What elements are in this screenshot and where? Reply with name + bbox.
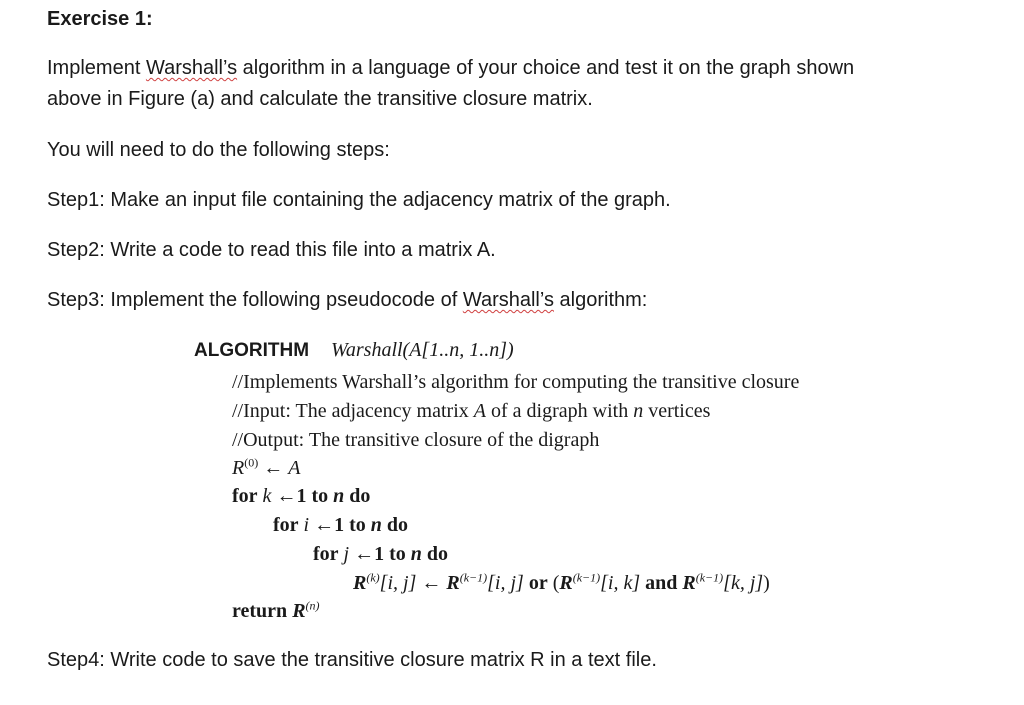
update-idx-ik: [i, k] (600, 572, 641, 594)
exercise-title: Exercise 1: (47, 8, 153, 30)
for-k-do: do (349, 485, 371, 507)
init-r: R (232, 457, 245, 479)
for-j-n: n (410, 543, 422, 565)
update-r-km1-a: R (446, 572, 460, 594)
for-i-arrow: ← (314, 514, 335, 536)
for-j-arrow: ← (354, 543, 375, 565)
return-kw: return (232, 600, 288, 622)
update-r-km1-b: R (559, 572, 573, 594)
update-sup-km1-c: (k−1) (695, 570, 724, 585)
comment-input-mid: of a digraph with (486, 400, 634, 422)
comment-input-post: vertices (643, 400, 711, 422)
update-sup-km1-b: (k−1) (572, 570, 601, 585)
comment-input (232, 400, 710, 423)
update-sup-km1-a: (k−1) (459, 570, 488, 585)
algorithm-keyword: ALGORITHM (194, 340, 310, 361)
spellcheck-word-warshall: Warshall’s (145, 57, 238, 79)
return-line (232, 600, 320, 623)
for-i-n: n (370, 514, 382, 536)
for-j-kw: for (313, 543, 339, 565)
for-k-range: 1 to (296, 485, 329, 507)
for-i-var: i (303, 514, 310, 536)
update-idx-ij-2: [i, j] (487, 572, 524, 594)
update-arrow: ← (421, 572, 442, 594)
step-1: Step1: Make an input file containing the adjacency matrix of the graph. (47, 189, 671, 211)
return-sup-n: (n) (305, 598, 320, 613)
for-j-range: 1 to (374, 543, 406, 565)
step-4: Step4: Write code to save the transitive closure matrix R in a text file. (47, 649, 657, 671)
update-lparen: ( (552, 572, 560, 594)
init-arrow: ← (263, 457, 284, 479)
for-i-kw: for (273, 514, 299, 536)
step3-text-post: algorithm: (553, 289, 648, 311)
for-i-range: 1 to (334, 514, 366, 536)
update-r-k: R (353, 572, 367, 594)
for-j-var: j (343, 543, 350, 565)
intro-text-pre: Implement (47, 57, 146, 79)
spellcheck-word-warshall-2: Warshall’s (462, 289, 554, 311)
step-2: Step2: Write a code to read this file into a matrix A. (47, 239, 496, 261)
comment-input-a: A (473, 400, 486, 422)
init-a: A (288, 457, 301, 479)
update-rparen: ) (763, 572, 770, 594)
return-r: R (292, 600, 306, 622)
update-r-km1-c: R (682, 572, 696, 594)
update-line (353, 572, 770, 595)
algorithm-signature: Warshall(A[1..n, 1..n]) (331, 339, 514, 361)
update-idx-ij: [i, j] (379, 572, 417, 594)
intro-text-post: algorithm in a language of your choice and test it on the graph shown (237, 57, 855, 79)
for-j-line (313, 543, 448, 566)
for-k-arrow: ← (276, 485, 297, 507)
for-i-line (273, 514, 408, 537)
for-k-var: k (262, 485, 272, 507)
update-idx-kj: [k, j] (723, 572, 764, 594)
steps-intro: You will need to do the following steps: (47, 139, 390, 161)
step3-text-pre: Step3: Implement the following pseudocode of (47, 289, 463, 311)
comment-output: //Output: The transitive closure of the digraph (232, 429, 600, 451)
init-sup: (0) (244, 455, 259, 470)
for-i-do: do (386, 514, 409, 536)
update-or: or (528, 572, 548, 594)
comment-input-n: n (633, 400, 644, 422)
comment-input-pre: //Input: The adjacency matrix (232, 400, 474, 422)
for-k-n: n (333, 485, 345, 507)
for-k-line (232, 485, 370, 508)
update-and: and (645, 572, 678, 594)
comment-implements: //Implements Warshall’s algorithm for computing the transitive closure (232, 371, 800, 393)
for-j-do: do (426, 543, 449, 565)
init-line (232, 457, 300, 480)
for-k-kw: for (232, 485, 258, 507)
intro-line-2: above in Figure (a) and calculate the transitive closure matrix. (47, 88, 593, 110)
update-sup-k: (k) (366, 570, 380, 585)
algorithm-header (194, 339, 514, 362)
